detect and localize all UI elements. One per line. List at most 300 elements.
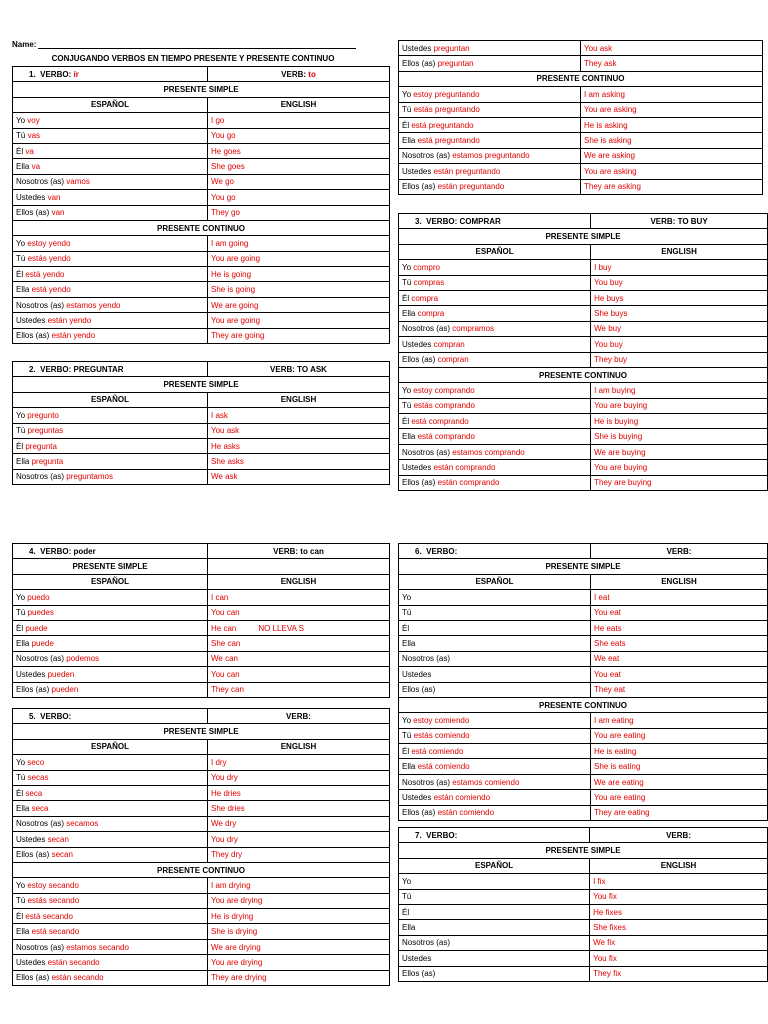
english-translation: You can: [211, 608, 240, 618]
spanish-cell: [399, 951, 590, 966]
name-field: [12, 40, 356, 49]
english-cell: [591, 414, 768, 429]
conjugation-row: [13, 785, 390, 800]
verbo-label: VERBO:: [40, 711, 72, 721]
spanish-cell: [399, 935, 590, 950]
english-header: ENGLISH: [208, 392, 390, 407]
spanish-cell: [13, 251, 208, 266]
english-translation: You dry: [211, 773, 238, 783]
conjugation-row: [399, 164, 763, 179]
verbo-label: VERBO:: [426, 546, 458, 556]
spanish-conjugation: pregunta: [31, 457, 64, 467]
page-title: CONJUGANDO VERBOS EN TIEMPO PRESENTE Y PRESENTE CONTINUO: [51, 54, 335, 63]
pronoun: Ustedes: [16, 192, 46, 202]
english-cell: [581, 148, 763, 163]
english-cell: [208, 893, 390, 908]
spanish-conjugation: estoy comprando: [413, 385, 475, 395]
english-cell: [590, 874, 768, 889]
presente-simple-heading-row: [13, 377, 390, 392]
conjugation-row: [13, 755, 390, 770]
pronoun: Nosotros (as): [16, 654, 65, 664]
verb-number: 5.: [29, 711, 36, 721]
spanish-cell: [13, 909, 208, 924]
spanish-conjugation: secan: [51, 850, 73, 860]
verb-value: to: [308, 69, 316, 79]
pronoun: Ellos (as): [402, 969, 436, 979]
english-translation: She fixes: [593, 923, 626, 933]
pronoun: Ustedes: [402, 43, 432, 53]
english-cell: [208, 423, 390, 438]
english-cell: [208, 755, 390, 770]
english-cell: [208, 909, 390, 924]
conjugation-row: [13, 128, 390, 143]
spanish-conjugation: van: [51, 208, 65, 218]
conjugation-row: [13, 267, 390, 282]
verb-header-row: [13, 709, 390, 724]
spanish-cell: [399, 713, 591, 728]
english-translation: You are drying: [211, 896, 263, 906]
english-cell: [208, 282, 390, 297]
language-header-row: [399, 574, 768, 589]
spanish-cell: [13, 847, 208, 862]
spanish-conjugation: están secando: [47, 957, 100, 967]
spanish-cell: [399, 179, 581, 194]
pronoun: Tú: [402, 401, 412, 411]
pronoun: Ustedes: [402, 792, 432, 802]
english-cell: [208, 770, 390, 785]
spanish-header: ESPAÑOL: [13, 97, 208, 112]
spanish-cell: [399, 904, 590, 919]
verbo-cell: [13, 362, 208, 377]
conjugation-row: [13, 847, 390, 862]
pronoun: Ella: [16, 457, 30, 467]
pronoun: Tú: [16, 131, 26, 141]
spanish-conjugation: está comprando: [417, 432, 475, 442]
english-cell: [208, 328, 390, 343]
english-cell: [591, 337, 768, 352]
english-translation: We eat: [594, 654, 620, 664]
conjugation-table: [398, 827, 768, 982]
english-translation: We are asking: [584, 151, 635, 161]
conjugation-row: [13, 251, 390, 266]
pronoun: Ellos (as): [402, 182, 436, 192]
conjugation-row: [13, 816, 390, 831]
spanish-conjugation: compras: [413, 278, 445, 288]
conjugation-table: [398, 543, 768, 821]
pronoun: Ustedes: [402, 953, 432, 963]
pronoun: Ellos (as): [402, 355, 436, 365]
conjugation-table: [12, 543, 390, 698]
conjugation-row: [399, 429, 768, 444]
verb-number: 4.: [29, 546, 36, 556]
spanish-cell: [399, 56, 581, 71]
spanish-conjugation: están secando: [51, 973, 104, 983]
english-translation: You go: [211, 131, 236, 141]
english-cell: [590, 889, 768, 904]
verb-cell: [590, 828, 768, 843]
english-translation: They fix: [593, 969, 622, 979]
spanish-conjugation: está secando: [31, 927, 80, 937]
spanish-cell: [399, 682, 591, 697]
verb-cell: [208, 362, 390, 377]
english-cell: [590, 951, 768, 966]
pronoun: Yo: [16, 880, 26, 890]
english-cell: [208, 159, 390, 174]
english-translation: I fix: [593, 876, 606, 886]
conjugation-row: [399, 117, 763, 132]
english-translation: We fix: [593, 938, 616, 948]
english-cell: [591, 728, 768, 743]
verbo-cell: [399, 214, 591, 229]
conjugation-row: [13, 832, 390, 847]
spanish-cell: [399, 966, 590, 981]
conjugation-row: [399, 790, 768, 805]
spanish-conjugation: compro: [413, 262, 440, 272]
pronoun: Ellos (as): [16, 208, 50, 218]
english-translation: He is asking: [584, 120, 628, 130]
pronoun: Nosotros (as): [402, 777, 451, 787]
spanish-conjugation: estoy comiendo: [413, 715, 470, 725]
spanish-header: ESPAÑOL: [13, 574, 208, 589]
verbo-label: VERBO:: [40, 69, 72, 79]
spanish-cell: [13, 636, 208, 651]
spanish-cell: [13, 924, 208, 939]
pronoun: Yo: [402, 715, 412, 725]
english-cell: [581, 41, 763, 56]
conjugation-row: [13, 667, 390, 682]
pronoun: Ella: [402, 639, 416, 649]
verbo-value: ír: [73, 69, 79, 79]
english-translation: I go: [211, 115, 225, 125]
spanish-cell: [13, 590, 208, 605]
spanish-cell: [399, 102, 581, 117]
name-label: Name:: [12, 40, 37, 49]
presente-simple-heading: PRESENTE SIMPLE: [13, 377, 390, 392]
spanish-conjugation: está comiendo: [411, 746, 464, 756]
english-translation: She is eating: [594, 762, 641, 772]
english-translation: She is drying: [211, 927, 258, 937]
english-cell: [208, 128, 390, 143]
english-cell: [208, 620, 390, 635]
presente-continuo-heading: PRESENTE CONTINUO: [399, 367, 768, 382]
english-cell: [591, 790, 768, 805]
presente-simple-heading-row: [399, 229, 768, 244]
english-cell: [208, 636, 390, 651]
english-cell: [208, 801, 390, 816]
spanish-cell: [399, 759, 591, 774]
pronoun: Ellos (as): [16, 331, 50, 341]
english-translation: They are buying: [594, 478, 652, 488]
verb-table-2-part-2: [398, 40, 763, 195]
spanish-conjugation: están yendo: [47, 315, 92, 325]
conjugation-row: [399, 337, 768, 352]
spanish-conjugation: están comprando: [437, 478, 500, 488]
english-translation: They go: [211, 208, 240, 218]
spanish-conjugation: seca: [31, 804, 49, 814]
pronoun: Tú: [402, 731, 412, 741]
spanish-cell: [399, 805, 591, 820]
conjugation-row: [13, 636, 390, 651]
english-header: ENGLISH: [208, 574, 390, 589]
english-translation: You can: [211, 669, 240, 679]
english-cell: [208, 955, 390, 970]
conjugation-row: [13, 282, 390, 297]
english-cell: [591, 774, 768, 789]
verb-header-row: [399, 828, 768, 843]
english-translation: We are eating: [594, 777, 644, 787]
pronoun: Yo: [402, 385, 412, 395]
spanish-cell: [399, 398, 591, 413]
presente-simple-heading: PRESENTE SIMPLE: [13, 724, 390, 739]
conjugation-row: [13, 190, 390, 205]
conjugation-row: [13, 924, 390, 939]
pronoun: Ustedes: [16, 834, 46, 844]
verb-table-6: [398, 543, 768, 821]
pronoun: Nosotros (as): [16, 472, 65, 482]
conjugation-row: [399, 920, 768, 935]
pronoun: Yo: [16, 757, 26, 767]
conjugation-row: [399, 774, 768, 789]
pronoun: Ella: [402, 923, 416, 933]
english-cell: [591, 713, 768, 728]
english-cell: [581, 179, 763, 194]
spanish-cell: [13, 832, 208, 847]
english-cell: [208, 832, 390, 847]
spanish-conjugation: podemos: [66, 654, 100, 664]
english-cell: [590, 935, 768, 950]
spanish-cell: [13, 801, 208, 816]
spanish-cell: [13, 174, 208, 189]
english-translation: She can: [211, 639, 241, 649]
english-cell: [591, 667, 768, 682]
english-translation: You are buying: [594, 462, 648, 472]
spanish-cell: [399, 414, 591, 429]
english-cell: [208, 939, 390, 954]
presente-simple-heading: PRESENTE SIMPLE: [399, 229, 768, 244]
english-translation: He dries: [211, 788, 241, 798]
pronoun: Yo: [402, 89, 412, 99]
presente-simple-heading-row: [13, 559, 390, 574]
verbo-cell: [13, 67, 208, 82]
conjugation-table: [12, 708, 390, 986]
spanish-cell: [13, 893, 208, 908]
spanish-conjugation: puedo: [27, 592, 50, 602]
presente-continuo-heading-row: [399, 71, 763, 86]
conjugation-row: [399, 398, 768, 413]
conjugation-row: [399, 56, 763, 71]
presente-simple-heading: PRESENTE SIMPLE: [13, 82, 390, 97]
teacher-note: NO LLEVA S: [258, 623, 305, 633]
pronoun: Nosotros (as): [16, 942, 65, 952]
spanish-cell: [13, 328, 208, 343]
english-translation: He eats: [594, 623, 622, 633]
english-cell: [581, 133, 763, 148]
english-translation: I am asking: [584, 89, 625, 99]
spanish-cell: [13, 605, 208, 620]
spanish-conjugation: voy: [27, 115, 40, 125]
spanish-cell: [399, 164, 581, 179]
spanish-cell: [399, 429, 591, 444]
conjugation-row: [13, 770, 390, 785]
english-cell: [591, 290, 768, 305]
verb-label: VERB:: [666, 546, 692, 556]
presente-continuo-heading: PRESENTE CONTINUO: [13, 220, 390, 235]
english-header: ENGLISH: [591, 244, 768, 259]
english-translation: She is buying: [594, 432, 643, 442]
verb-label: VERB:: [666, 830, 691, 840]
english-translation: You buy: [594, 339, 623, 349]
spanish-conjugation: está preguntando: [411, 120, 474, 130]
spanish-cell: [13, 755, 208, 770]
pronoun: Tú: [402, 105, 412, 115]
english-translation: You are buying: [594, 401, 648, 411]
spanish-conjugation: están preguntando: [437, 182, 505, 192]
spanish-conjugation: va: [31, 162, 41, 172]
spanish-conjugation: están comiendo: [437, 808, 495, 818]
conjugation-row: [399, 383, 768, 398]
spanish-cell: [399, 667, 591, 682]
pronoun: Tú: [16, 426, 26, 436]
english-translation: She buys: [594, 309, 628, 319]
english-cell: [208, 190, 390, 205]
english-translation: I buy: [594, 262, 612, 272]
spanish-cell: [399, 148, 581, 163]
verbo-value: poder: [73, 546, 96, 556]
spanish-conjugation: pueden: [51, 685, 79, 695]
english-translation: She goes: [211, 162, 245, 172]
english-translation: She is going: [211, 285, 256, 295]
conjugation-row: [13, 682, 390, 697]
spanish-cell: [399, 306, 591, 321]
pronoun: Yo: [402, 876, 412, 886]
verb-cell: [208, 709, 390, 724]
verb-header-row: [399, 214, 768, 229]
english-cell: [590, 920, 768, 935]
conjugation-row: [399, 148, 763, 163]
english-cell: [581, 102, 763, 117]
verb-header-row: [13, 67, 390, 82]
english-cell: [591, 260, 768, 275]
conjugation-row: [399, 713, 768, 728]
spanish-conjugation: está secando: [25, 911, 73, 921]
pronoun: Yo: [402, 592, 412, 602]
english-translation: He is drying: [211, 911, 254, 921]
pronoun: Ustedes: [402, 669, 432, 679]
verbo-label: VERBO:: [426, 830, 458, 840]
conjugation-row: [399, 590, 768, 605]
pronoun: Él: [402, 907, 410, 917]
conjugation-table: [12, 361, 390, 485]
spanish-cell: [13, 454, 208, 469]
pronoun: Él: [16, 911, 24, 921]
english-translation: You are asking: [584, 105, 637, 115]
english-cell: [208, 816, 390, 831]
english-translation: He can: [211, 623, 237, 633]
english-cell: [591, 321, 768, 336]
spanish-conjugation: está yendo: [25, 269, 65, 279]
english-translation: I am eating: [594, 715, 634, 725]
conjugation-row: [13, 205, 390, 220]
pronoun: Él: [402, 746, 410, 756]
spanish-cell: [399, 728, 591, 743]
spanish-cell: [13, 267, 208, 282]
spanish-cell: [13, 682, 208, 697]
english-translation: You dry: [211, 834, 238, 844]
pronoun: Ellos (as): [16, 850, 50, 860]
pronoun: Yo: [16, 238, 26, 248]
spanish-cell: [399, 117, 581, 132]
language-header-row: [13, 739, 390, 754]
spanish-conjugation: estás yendo: [27, 254, 71, 264]
verbo-label: VERBO:: [40, 546, 72, 556]
english-cell: [208, 297, 390, 312]
pronoun: Tú: [402, 278, 412, 288]
conjugation-row: [399, 805, 768, 820]
spanish-cell: [399, 605, 591, 620]
english-cell: [208, 251, 390, 266]
spanish-cell: [399, 352, 591, 367]
english-cell: [591, 805, 768, 820]
english-cell: [208, 847, 390, 862]
conjugation-row: [399, 460, 768, 475]
conjugation-row: [13, 143, 390, 158]
verb-label: VERB:: [286, 711, 311, 721]
pronoun: Tú: [16, 896, 26, 906]
english-cell: [591, 383, 768, 398]
conjugation-row: [13, 423, 390, 438]
english-header: ENGLISH: [590, 858, 768, 873]
pronoun: Él: [16, 269, 24, 279]
verb-cell: [208, 67, 390, 82]
english-translation: You ask: [584, 43, 613, 53]
english-cell: [590, 904, 768, 919]
verb-label: VERB:: [273, 546, 299, 556]
conjugation-row: [13, 651, 390, 666]
conjugation-row: [13, 605, 390, 620]
verbo-label: VERBO:: [40, 364, 72, 374]
pronoun: Él: [402, 623, 410, 633]
presente-continuo-heading: PRESENTE CONTINUO: [13, 862, 390, 877]
pronoun: Ellos (as): [402, 59, 436, 69]
verb-header-row: [399, 544, 768, 559]
spanish-conjugation: estamos comprando: [452, 447, 525, 457]
english-cell: [591, 682, 768, 697]
conjugation-row: [13, 590, 390, 605]
verb-number: 7.: [415, 830, 422, 840]
verbo-cell: [399, 544, 591, 559]
verb-table-5: [12, 708, 390, 986]
language-header-row: [399, 858, 768, 873]
english-header: ENGLISH: [591, 574, 768, 589]
presente-continuo-heading-row: [399, 367, 768, 382]
conjugation-row: [399, 874, 768, 889]
english-cell: [208, 785, 390, 800]
spanish-cell: [13, 313, 208, 328]
presente-continuo-heading-row: [13, 220, 390, 235]
pronoun: Ella: [16, 927, 30, 937]
pronoun: Tú: [16, 254, 26, 264]
english-translation: They ask: [584, 59, 617, 69]
verbo-label: VERBO:: [426, 216, 458, 226]
english-cell: [208, 236, 390, 251]
spanish-conjugation: estás preguntando: [413, 105, 480, 115]
spanish-conjugation: compra: [417, 309, 445, 319]
conjugation-row: [399, 133, 763, 148]
conjugation-row: [399, 636, 768, 651]
english-translation: He buys: [594, 293, 624, 303]
spanish-cell: [399, 260, 591, 275]
english-translation: He goes: [211, 146, 241, 156]
